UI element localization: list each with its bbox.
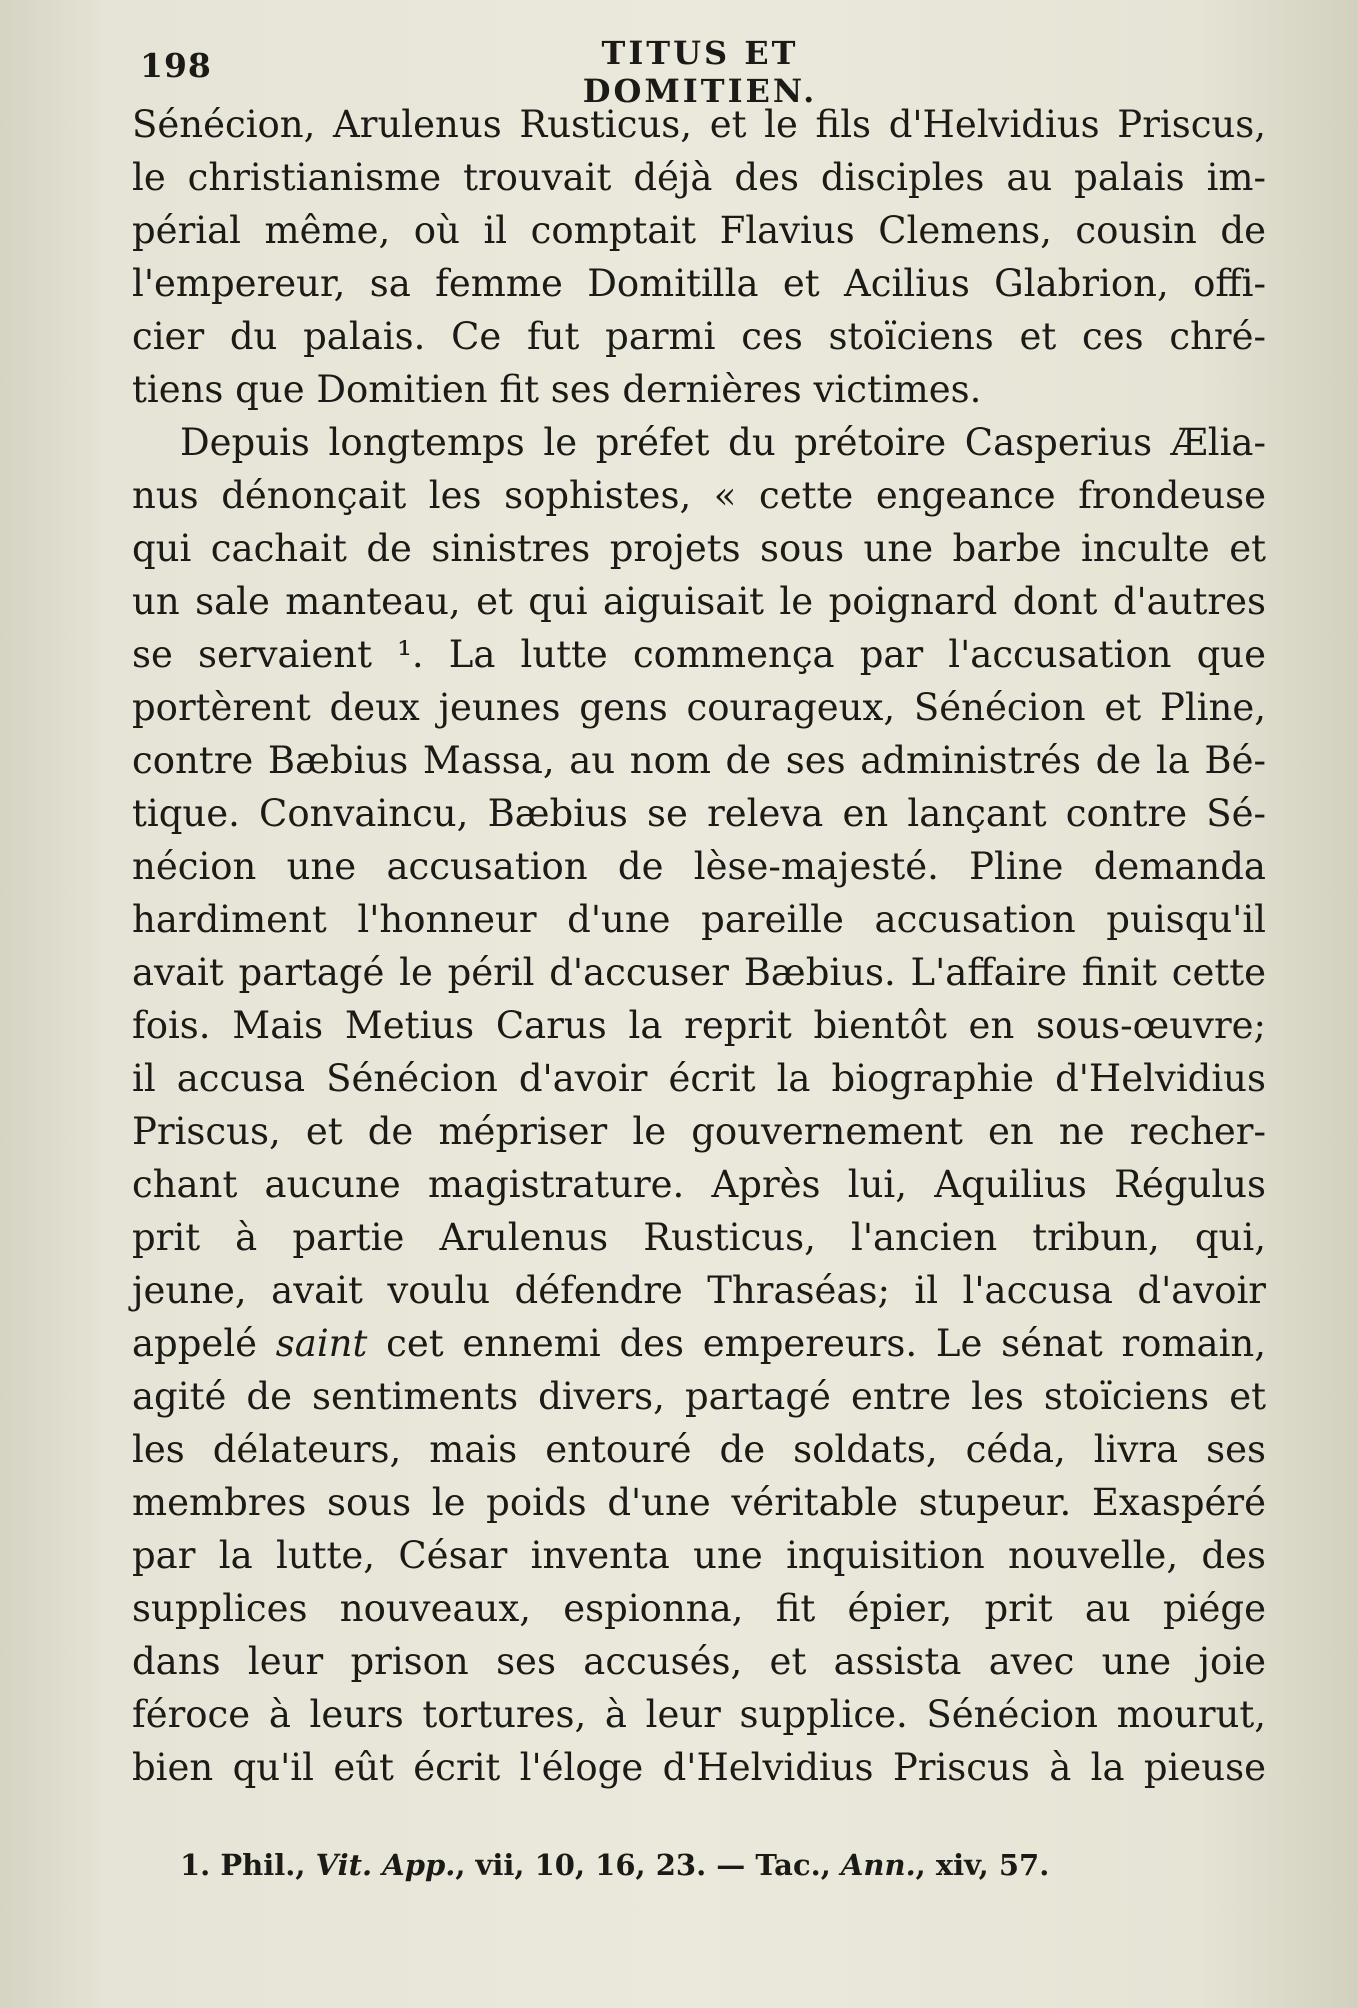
page-header xyxy=(140,34,1270,110)
text-line: féroce à leurs tortures, à leur supplice. Sénécion mourut, xyxy=(132,1693,1266,1736)
text-line: nus dénonçait les sophistes, « cette engeance frondeuse xyxy=(132,474,1266,517)
text-line: appelé saint cet ennemi des empereurs. Le sénat romain, xyxy=(132,1322,1266,1365)
text-line: contre Bæbius Massa, au nom de ses administrés de la Bé- xyxy=(132,739,1266,782)
text-line: Sénécion, Arulenus Rusticus, et le fils d'Helvidius Priscus, xyxy=(132,103,1266,146)
text-line: il accusa Sénécion d'avoir écrit la biographie d'Helvidius xyxy=(132,1057,1266,1100)
running-title: TITUS ET DOMITIEN. xyxy=(582,34,818,110)
text-line: qui cachait de sinistres projets sous une barbe inculte et xyxy=(132,527,1266,570)
text-line: membres sous le poids d'une véritable stupeur. Exaspéré xyxy=(132,1481,1266,1524)
text-line: dans leur prison ses accusés, et assista avec une joie xyxy=(132,1640,1266,1683)
text-line: l'empereur, sa femme Domitilla et Acilius Glabrion, offi- xyxy=(132,262,1266,305)
text-line: agité de sentiments divers, partagé entre les stoïciens et xyxy=(132,1375,1266,1418)
footnote: 1. Phil., Vit. App., vii, 10, 16, 23. — Tac., Ann., xiv, 57. xyxy=(180,1848,1050,1882)
text-line: cier du palais. Ce fut parmi ces stoïciens et ces chré- xyxy=(132,315,1266,358)
text-line: fois. Mais Metius Carus la reprit bientôt en sous-œuvre; xyxy=(132,1004,1266,1047)
text-line: nécion une accusation de lèse-majesté. Pline demanda xyxy=(132,845,1266,888)
text-line: portèrent deux jeunes gens courageux, Sénécion et Pline, xyxy=(132,686,1266,729)
text-line: se servaient ¹. La lutte commença par l'accusation que xyxy=(132,633,1266,676)
paragraph-start-line: Depuis longtemps le préfet du prétoire Casperius Ælia- xyxy=(180,421,1266,464)
text-line: prit à partie Arulenus Rusticus, l'ancien tribun, qui, xyxy=(132,1216,1266,1259)
text-line: tiens que Domitien fit ses dernières victimes. xyxy=(132,368,982,411)
emphasized-word: saint xyxy=(275,1322,368,1365)
footnote-title: Ann. xyxy=(840,1848,916,1882)
text-line: jeune, avait voulu défendre Thraséas; il l'accusa d'avoir xyxy=(132,1269,1266,1312)
page-number: 198 xyxy=(140,46,212,85)
text-line: avait partagé le péril d'accuser Bæbius. L'affaire finit cette xyxy=(132,951,1266,994)
text-line: supplices nouveaux, espionna, fit épier, prit au piége xyxy=(132,1587,1266,1630)
text-line: périal même, où il comptait Flavius Clemens, cousin de xyxy=(132,209,1266,252)
text-line: bien qu'il eût écrit l'éloge d'Helvidius Priscus à la pieuse xyxy=(132,1746,1266,1789)
body-text xyxy=(132,98,1266,1794)
text-line: tique. Convaincu, Bæbius se releva en lançant contre Sé- xyxy=(132,792,1266,835)
text-line: les délateurs, mais entouré de soldats, céda, livra ses xyxy=(132,1428,1266,1471)
text-line: hardiment l'honneur d'une pareille accusation puisqu'il xyxy=(132,898,1266,941)
text-line: un sale manteau, et qui aiguisait le poignard dont d'autres xyxy=(132,580,1266,623)
footnote-title: Vit. App. xyxy=(315,1848,456,1882)
text-line: par la lutte, César inventa une inquisition nouvelle, des xyxy=(132,1534,1266,1577)
text-line: le christianisme trouvait déjà des disciples au palais im- xyxy=(132,156,1266,199)
text-line: Priscus, et de mépriser le gouvernement en ne recher- xyxy=(132,1110,1266,1153)
text-line: chant aucune magistrature. Après lui, Aquilius Régulus xyxy=(132,1163,1266,1206)
